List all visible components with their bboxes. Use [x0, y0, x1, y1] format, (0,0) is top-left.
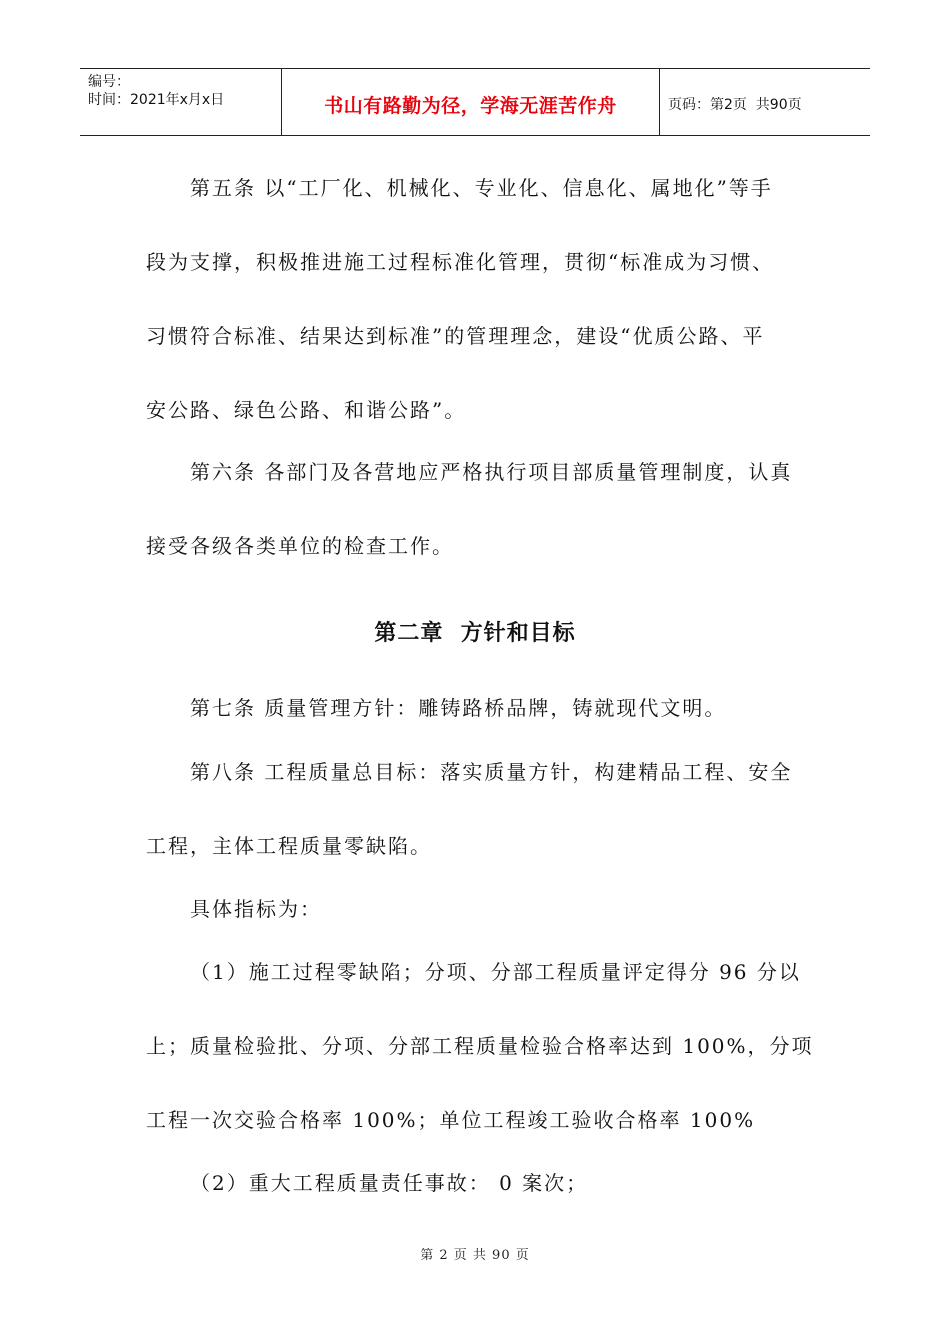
document-date-label: 时间：2021年x月x日 — [88, 92, 225, 108]
indicator-1-line-3: 工程一次交验合格率 100%；单位工程竣工验收合格率 100% — [146, 1108, 756, 1132]
indicator-1-line-2: 上；质量检验批、分项、分部工程质量检验合格率达到 100%，分项 — [146, 1034, 814, 1058]
article-5-line-4: 安公路、绿色公路、和谐公路”。 — [146, 398, 467, 422]
indicator-2-line-1: （2）重大工程质量责任事故： 0 案次； — [190, 1171, 589, 1195]
article-6-line-1: 第六条 各部门及各营地应严格执行项目部质量管理制度，认真 — [190, 460, 793, 484]
indicators-heading: 具体指标为： — [190, 897, 322, 921]
header-motto: 书山有路勤为径，学海无涯苦作舟 — [324, 94, 617, 117]
header-page-info: 页码：第2页 共90页 — [668, 97, 802, 113]
article-5-line-1: 第五条 以“工厂化、机械化、专业化、信息化、属地化”等手 — [190, 176, 773, 200]
article-8-line-2: 工程，主体工程质量零缺陷。 — [146, 834, 432, 858]
article-5-line-2: 段为支撑，积极推进施工过程标准化管理，贯彻“标准成为习惯、 — [146, 250, 775, 274]
page-header — [80, 68, 870, 136]
header-motto-cell — [282, 69, 660, 135]
header-meta — [80, 69, 282, 135]
chapter-heading: 第二章 方针和目标 — [374, 621, 576, 646]
page-footer: 第 2 页 共 90 页 — [420, 1248, 530, 1263]
article-7-line-1: 第七条 质量管理方针：雕铸路桥品牌，铸就现代文明。 — [190, 696, 727, 720]
indicator-1-line-1: （1）施工过程零缺陷；分项、分部工程质量评定得分 96 分以 — [190, 960, 801, 984]
article-8-line-1: 第八条 工程质量总目标：落实质量方针，构建精品工程、安全 — [190, 760, 793, 784]
article-5-line-3: 习惯符合标准、结果达到标准”的管理理念，建设“优质公路、平 — [146, 324, 765, 348]
article-6-line-2: 接受各级各类单位的检查工作。 — [146, 534, 454, 558]
document-number-label: 编号： — [88, 74, 130, 90]
